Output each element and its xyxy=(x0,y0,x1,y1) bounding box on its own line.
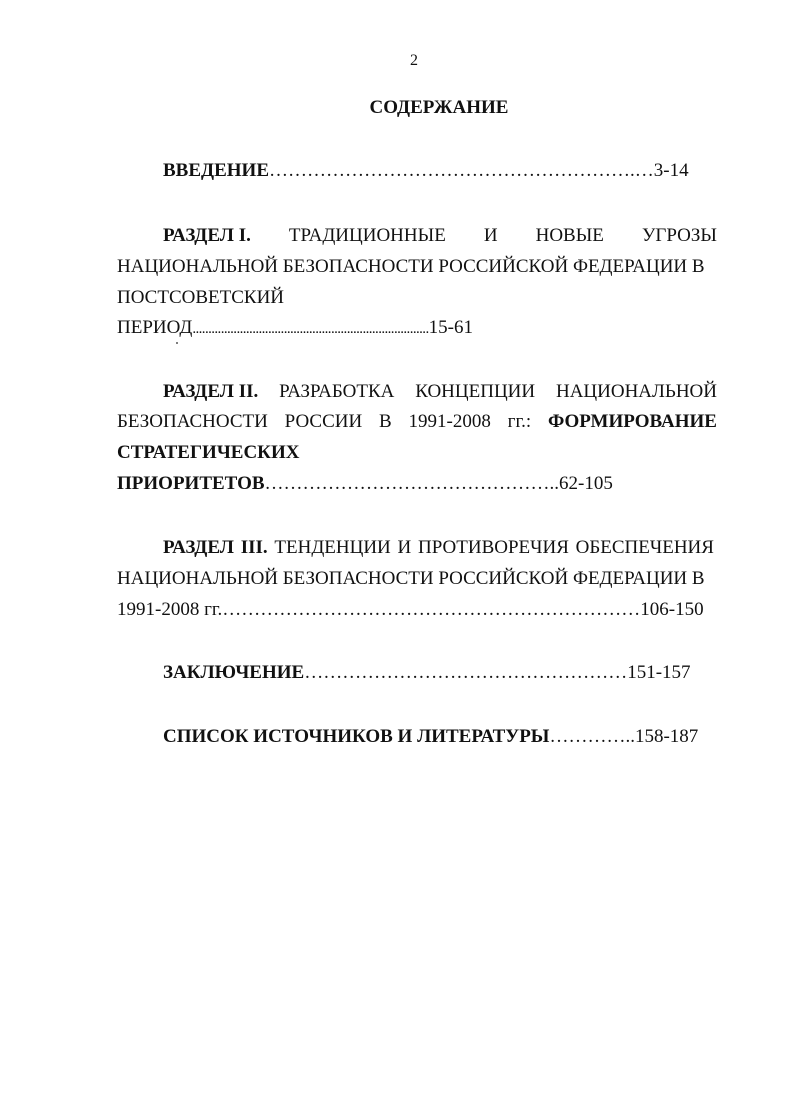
intro-label: ВВЕДЕНИЕ xyxy=(163,160,269,181)
intro-pages: 3-14 xyxy=(653,160,689,181)
sources-dots: ………….. xyxy=(549,726,635,747)
section2-line-3 xyxy=(117,442,299,464)
section1-word: НОВЫЕ xyxy=(535,225,604,246)
toc-entry-introduction xyxy=(163,160,689,182)
sources-label: СПИСОК ИСТОЧНИКОВ И ЛИТЕРАТУРЫ xyxy=(163,726,550,747)
section2-word: БЕЗОПАСНОСТИ xyxy=(117,411,268,432)
section2-word: 1991-2008 xyxy=(408,411,491,432)
section1-word: И xyxy=(483,225,498,246)
conclusion-label: ЗАКЛЮЧЕНИЕ xyxy=(163,662,305,683)
section3-years: 1991-2008 гг. xyxy=(117,599,223,620)
conclusion-pages: 151-157 xyxy=(627,662,691,683)
toc-entry-sources xyxy=(163,726,698,748)
section2-line-2 xyxy=(117,411,717,433)
section3-pages: 106-150 xyxy=(640,599,704,620)
section1-line-4 xyxy=(117,317,473,340)
section2-word: РОССИИ xyxy=(284,411,363,432)
page-number: 2 xyxy=(410,52,418,69)
section2-dots: ……………………………………….. xyxy=(264,473,560,494)
section2-word: КОНЦЕПЦИИ xyxy=(415,381,536,402)
section3-line-1-text: ТЕНДЕНЦИИ И ПРОТИВОРЕЧИЯ ОБЕСПЕЧЕНИЯ xyxy=(274,537,714,558)
section3-label: РАЗДЕЛ III. xyxy=(163,537,268,558)
scan-speck xyxy=(176,342,178,344)
section2-pages: 62-105 xyxy=(559,473,613,494)
section2-word: гг.: xyxy=(507,411,532,432)
toc-entry-conclusion xyxy=(163,662,691,684)
section1-word: УГРОЗЫ xyxy=(641,225,717,246)
toc-entry-section-2-line-1 xyxy=(163,381,717,403)
section2-word: РАЗРАБОТКА xyxy=(279,381,395,402)
section1-label: РАЗДЕЛ I. xyxy=(163,225,251,246)
section2-label: РАЗДЕЛ II. xyxy=(163,381,259,402)
section1-period: ПЕРИОД xyxy=(117,317,193,338)
toc-entry-section-3-line-1 xyxy=(163,537,714,559)
intro-dots: ………………………………………………….… xyxy=(269,160,654,181)
toc-title: СОДЕРЖАНИЕ xyxy=(369,97,509,118)
section1-pages: 15-61 xyxy=(428,317,473,338)
section2-word: В xyxy=(379,411,392,432)
section1-dots: ........................................................................... xyxy=(192,321,429,337)
section2-word-bold: ФОРМИРОВАНИЕ xyxy=(547,411,717,432)
section1-word: ТРАДИЦИОННЫЕ xyxy=(288,225,446,246)
section3-line-2: НАЦИОНАЛЬНОЙ БЕЗОПАСНОСТИ РОССИЙСКОЙ ФЕДЕРАЦИИ В xyxy=(117,568,705,589)
section1-line-3: ПОСТСОВЕТСКИЙ xyxy=(117,287,285,308)
section2-line-3-text: СТРАТЕГИЧЕСКИХ xyxy=(117,442,300,463)
section3-line-3 xyxy=(117,599,704,621)
conclusion-dots: …………………………………………… xyxy=(304,662,628,683)
section2-word: НАЦИОНАЛЬНОЙ xyxy=(555,381,717,402)
sources-pages: 158-187 xyxy=(634,726,699,747)
section2-line-4 xyxy=(117,473,613,495)
toc-entry-section-1-line-1 xyxy=(163,225,717,247)
section3-dots: ………………………………………………………… xyxy=(222,599,641,620)
section2-priorities: ПРИОРИТЕТОВ xyxy=(117,473,265,494)
section1-line-2: НАЦИОНАЛЬНОЙ БЕЗОПАСНОСТИ РОССИЙСКОЙ ФЕДЕРАЦИИ В xyxy=(117,256,705,277)
